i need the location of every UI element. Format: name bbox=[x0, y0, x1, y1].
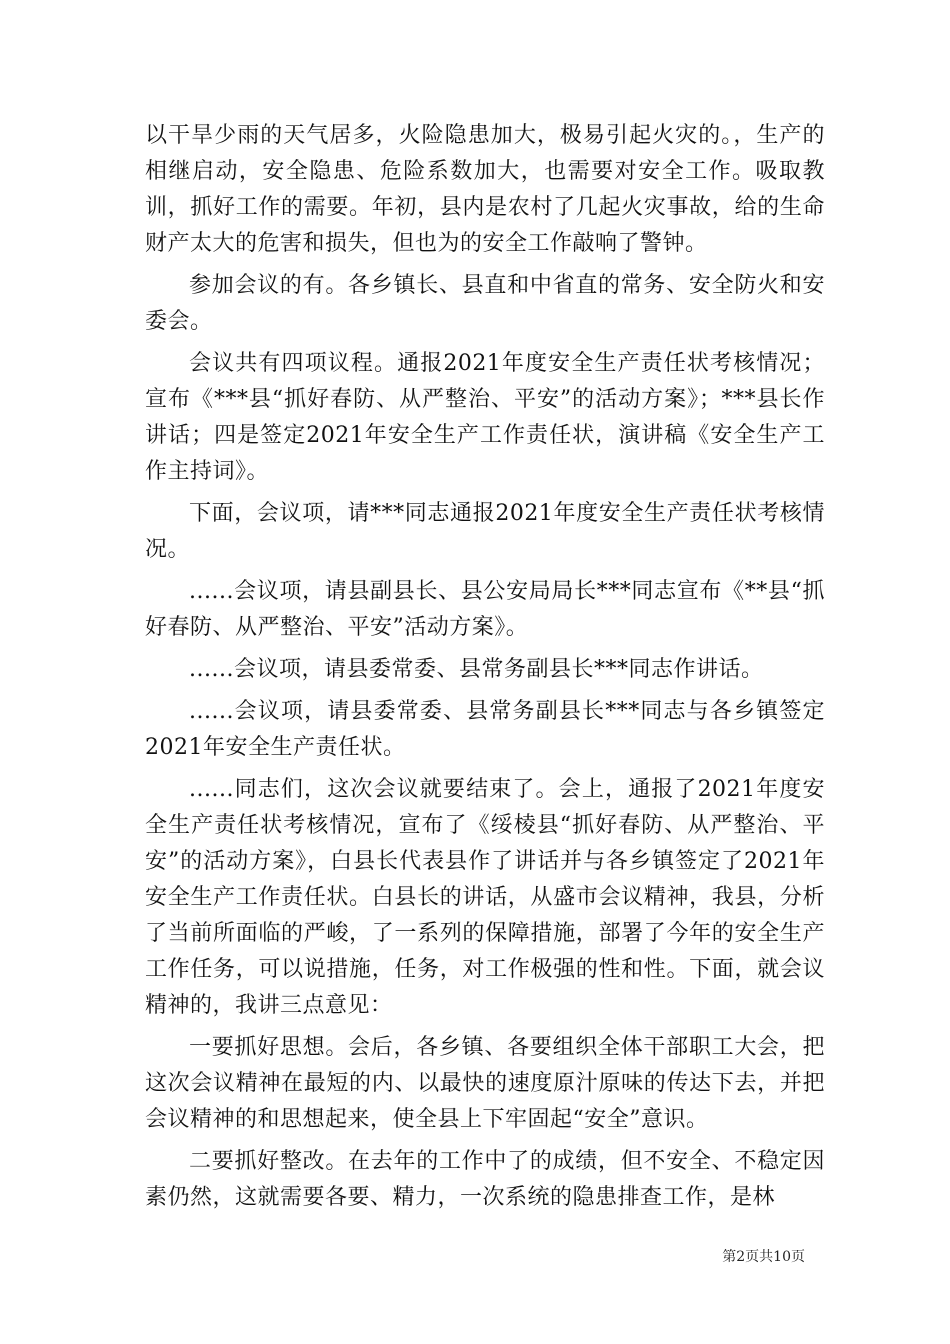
paragraph-4: 下面，会议项，请***同志通报2021年度安全生产责任状考核情况。 bbox=[145, 501, 825, 562]
document-body bbox=[145, 118, 825, 1222]
paragraph-7: ......会议项，请县委常委、县常务副县长***同志与各乡镇签定2021年安全生产责任状。 bbox=[145, 699, 825, 760]
paragraph-1: 以干旱少雨的天气居多，火险隐患加大，极易引起火灾的。，生产的相继启动，安全隐患、危险系数加大，也需要对安全工作。吸取教训，抓好工作的需要。年初，县内是农村了几起火灾事故，给的生命财产太大的危害和损失，但也为的安全工作敲响了警钟。 bbox=[145, 123, 825, 256]
page-number: 第2页共10页 bbox=[722, 1249, 805, 1265]
paragraph-8: ......同志们，这次会议就要结束了。会上，通报了2021年度安全生产责任状考核情况，宣布了《绥棱县“抓好春防、从严整治、平安”的活动方案》，白县长代表县作了讲话并与各乡镇签定了2021年安全生产工作责任状。白县长的讲话，从盛市会议精神，我县，分析了当前所面临的严峻，了一系列的保障措施，部署了今年的安全生产工作任务，可以说措施，任务，对工作极强的性和性。下面，就会议精神的，我讲三点意见： bbox=[145, 777, 825, 1018]
paragraph-6: ......会议项，请县委常委、县常务副县长***同志作讲话。 bbox=[189, 657, 764, 682]
page-footer bbox=[0, 1246, 950, 1266]
paragraph-3: 会议共有四项议程。通报2021年度安全生产责任状考核情况；宣布《***县“抓好春防、从严整治、平安”的活动方案》；***县长作讲话；四是签定2021年安全生产工作责任状，演讲稿《安全生产工作主持词》。 bbox=[145, 351, 825, 484]
paragraph-9: 一要抓好思想。会后，各乡镇、各要组织全体干部职工大会，把这次会议精神在最短的内、以最快的速度原汁原味的传达下去，并把会议精神的和思想起来，使全县上下牢固起“安全”意识。 bbox=[145, 1035, 825, 1132]
paragraph-5: ......会议项，请县副县长、县公安局局长***同志宣布《**县“抓好春防、从严整治、平安”活动方案》。 bbox=[145, 579, 825, 640]
paragraph-10: 二要抓好整改。在去年的工作中了的成绩，但不安全、不稳定因素仍然，这就需要各要、精力，一次系统的隐患排查工作，是林 bbox=[145, 1149, 825, 1210]
paragraph-2: 参加会议的有。各乡镇长、县直和中省直的常务、安全防火和安委会。 bbox=[145, 273, 825, 334]
